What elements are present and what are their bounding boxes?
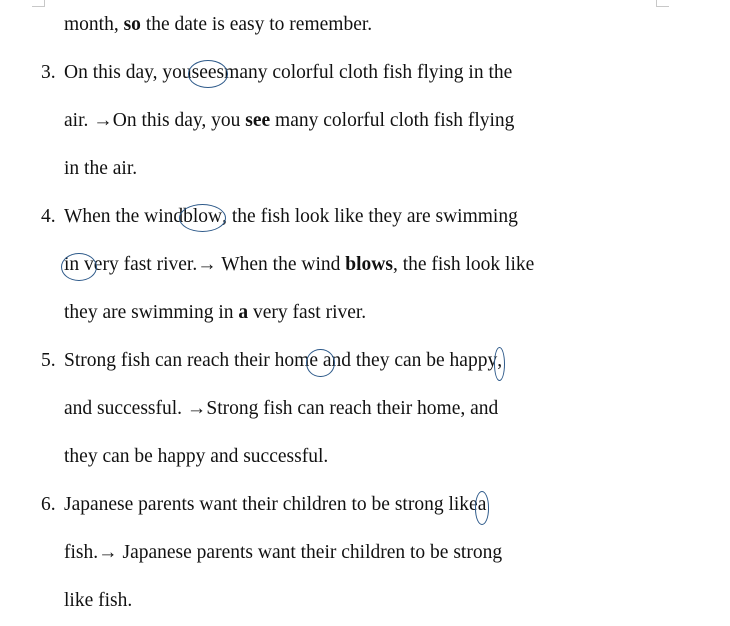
text-run: When the wind [64, 206, 184, 227]
item-line [64, 203, 518, 231]
text-run: many colorful cloth fish flying in the [224, 62, 513, 83]
text-run: the date is easy to remember. [140, 14, 373, 35]
text-run: many colorful cloth fish flying [270, 110, 515, 131]
text-run: Strong fish can reach their hom [64, 350, 310, 371]
page-corner-mark-left [32, 0, 45, 7]
text-run: Japanese parents want their children to be strong like [64, 494, 478, 515]
item-line: like fish. [64, 590, 133, 611]
item-number: 4. [41, 206, 56, 227]
text-run: very fast river. [248, 302, 367, 323]
item-number: 6. [41, 494, 56, 515]
bold-correction: blows [345, 254, 393, 275]
bold-correction: see [245, 110, 271, 131]
circled-error: blow [183, 203, 222, 231]
item-line: and successful. →Strong fish can reach their home, and [64, 398, 499, 419]
item-line [64, 59, 512, 87]
item-line [64, 347, 502, 375]
item-line: they can be happy and successful. [64, 446, 329, 467]
item-line [64, 251, 534, 279]
item-line [64, 299, 366, 327]
bold-word: so [123, 14, 141, 35]
circled-error: , [497, 347, 502, 375]
circled-error: in v [64, 251, 94, 279]
text-run: air. →On this day, you [64, 110, 246, 131]
circled-error: e a [309, 347, 331, 375]
page-corner-mark-right [656, 0, 669, 7]
item-line: in the air. [64, 158, 138, 179]
item-number: 3. [41, 62, 56, 83]
text-run: On this day, you [64, 62, 192, 83]
text-run: ery fast river.→ When the wind [93, 254, 346, 275]
text-run: , the fish look like they are swimming [222, 206, 518, 227]
circled-error: a [478, 491, 487, 519]
text-run: month, [64, 14, 124, 35]
circled-error: sees [192, 59, 225, 87]
continuation-line [64, 11, 372, 39]
text-run: , the fish look like [392, 254, 535, 275]
text-run: nd they can be happy [331, 350, 498, 371]
bold-correction: a [238, 302, 249, 323]
item-line [64, 491, 486, 519]
item-number: 5. [41, 350, 56, 371]
text-run: they are swimming in [64, 302, 239, 323]
item-line [64, 107, 514, 135]
item-line: fish.→ Japanese parents want their children to be strong [64, 542, 503, 563]
